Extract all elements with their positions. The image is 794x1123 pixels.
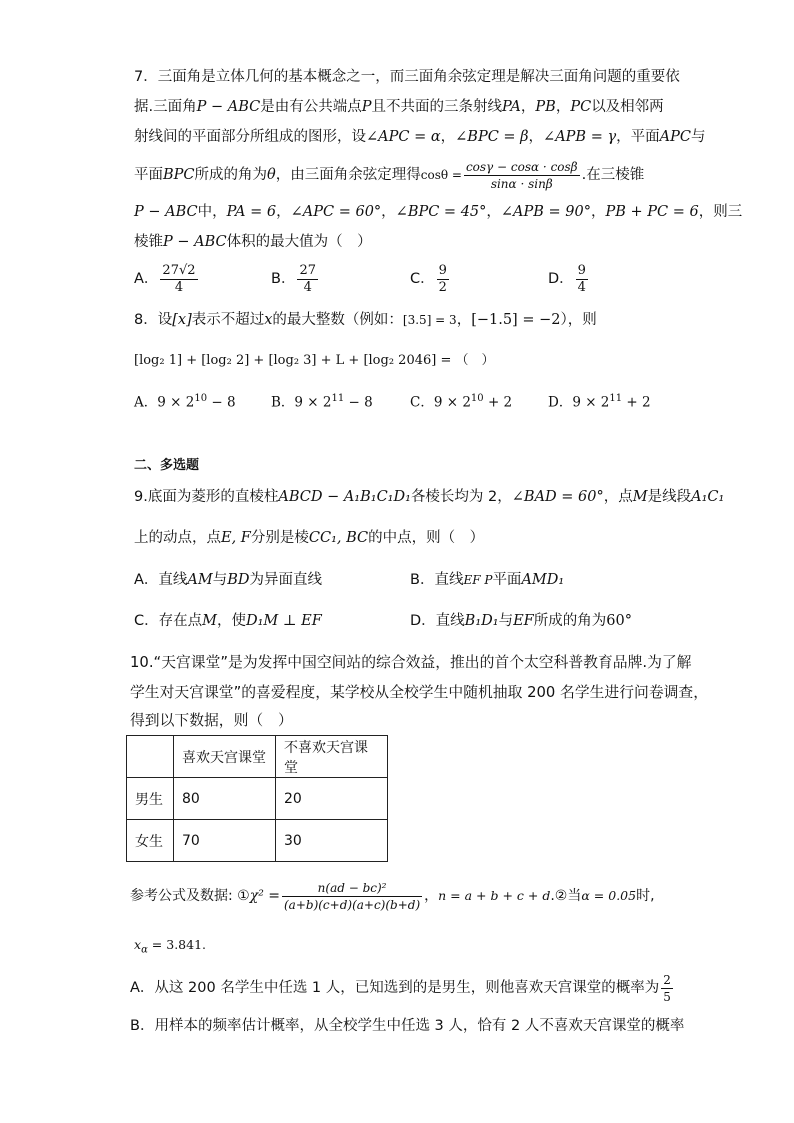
q7-math: PB + PC = 6 (605, 204, 699, 220)
option-text: 所成的角为 (533, 613, 607, 629)
fraction-denominator: 5 (663, 989, 671, 1004)
q9-math: E, F (221, 530, 251, 546)
reference-text: .②当 (550, 888, 582, 904)
q7-text: ， (440, 129, 456, 145)
fraction-numerator: 2 (663, 972, 671, 987)
q8-math: x (264, 312, 273, 328)
fraction-denominator: 4 (174, 279, 184, 295)
q10-text: 学生对天宫课堂”的喜爱程度，某学校从全校学生中随机抽取 200 名学生进行问卷调查， (130, 684, 709, 701)
option-label: C． (410, 271, 435, 287)
table-row (127, 778, 388, 820)
table-cell: 20 (276, 778, 388, 820)
q8-math: [x] (172, 312, 192, 328)
q9-option-d (410, 611, 632, 631)
q8-option-b (271, 389, 373, 413)
fraction-numerator: 27√2 (162, 262, 196, 278)
option-math: B₁D₁ (464, 613, 499, 629)
q9-line2 (134, 528, 484, 548)
option-label: A． (134, 394, 158, 411)
q7-text: ， (555, 99, 571, 115)
q9-text: 9.底面为菱形的直棱柱 (134, 489, 279, 505)
q7-line1 (134, 67, 680, 87)
q7-math: PA = 6 (226, 204, 277, 220)
q7-math: P − ABC (196, 99, 261, 115)
option-label: C． (410, 394, 434, 411)
table-header-cell: 不喜欢天宫课堂 (276, 736, 388, 778)
option-text: 为异面直线 (249, 572, 323, 588)
q7-text: ，由三面角余弦定理得 (275, 167, 421, 183)
reference-math: α = 0.05 (581, 888, 637, 903)
q10-line3 (130, 711, 293, 731)
q8-math: [−1.5] = −2 (471, 312, 561, 328)
table-header-cell (127, 736, 174, 778)
option-label: D． (548, 271, 574, 287)
option-label: D． (548, 394, 573, 411)
q8-text: 的最大整数（例如： (272, 312, 403, 328)
q7-text: 棱锥 (134, 234, 163, 250)
q7-math: ∠APC = α (366, 129, 441, 145)
fraction-denominator: 4 (577, 279, 586, 295)
q8-option-a (134, 389, 236, 413)
q7-line4 (134, 158, 644, 192)
reference-math: n = a + b + c + d (438, 888, 551, 903)
option-text: 与 (498, 613, 514, 629)
q7-text: ， (381, 204, 396, 220)
table-header-row (127, 736, 388, 778)
option-value: 9 × 2 (572, 394, 610, 411)
q8-line1 (134, 310, 597, 330)
q9-math: A₁C₁ (691, 489, 725, 505)
option-value: 9 × 2 (294, 394, 332, 411)
q7-text: ， (486, 204, 501, 220)
q7-option-c (410, 262, 451, 296)
option-math: D₁M ⊥ EF (245, 613, 322, 629)
q7-math: BPC (163, 167, 195, 183)
chi-square-symbol: χ² = (249, 888, 280, 904)
option-exponent: 10 (470, 393, 484, 404)
reference-text: . (202, 937, 207, 952)
q9-math: ABCD − A₁B₁C₁D₁ (278, 489, 411, 505)
option-value: − 8 (344, 394, 373, 411)
q9-text: ，点 (603, 489, 633, 505)
option-exponent: 11 (331, 393, 345, 404)
q8-text: 表示不超过 (191, 312, 265, 328)
q7-option-d (548, 262, 590, 296)
q9-option-a (134, 570, 322, 590)
table-header-cell: 喜欢天宫课堂 (174, 736, 276, 778)
q7-math: P (361, 99, 372, 115)
fraction-denominator: 4 (303, 279, 312, 295)
option-text: 平面 (492, 572, 522, 588)
option-fraction (437, 263, 449, 296)
q7-text: ， (528, 129, 544, 145)
q10-text: 10.“天宫课堂”是为发挥中国空间站的综合效益，推出的首个太空科普教育品牌.为了解 (130, 654, 692, 671)
q8-math: [3.5] = 3 (402, 313, 457, 327)
q9-math: CC₁, BC (308, 530, 369, 546)
table-cell: 男生 (127, 778, 174, 820)
q10-option-a (130, 970, 675, 1006)
q7-math: ∠APC = 60° (290, 204, 382, 220)
reference-text: ， (424, 888, 439, 904)
q7-math: P − ABC (163, 234, 227, 250)
q8-text: 8．设 (134, 312, 173, 328)
option-exponent: 11 (609, 393, 623, 404)
q7-math: ∠BPC = β (455, 129, 529, 145)
q9-line1 (134, 487, 724, 507)
section-heading (134, 456, 199, 476)
option-math: AM (187, 572, 213, 588)
q10-option-b (130, 1016, 684, 1036)
fraction-denominator: 2 (438, 279, 447, 295)
table-cell: 女生 (127, 820, 174, 862)
option-text: B．直线 (410, 572, 464, 588)
option-text: D．直线 (410, 613, 465, 629)
option-math: 60° (606, 613, 632, 629)
q7-text: 平面 (134, 167, 163, 183)
q10-reference-formula (130, 876, 655, 916)
q7-text: 以及相邻两 (591, 99, 664, 115)
option-value: + 2 (483, 394, 513, 411)
option-math: EF (513, 613, 534, 629)
option-label: B． (271, 271, 296, 287)
option-math: M (202, 613, 217, 629)
q7-text: ， (520, 99, 536, 115)
q7-math: ∠BPC = 45° (395, 204, 487, 220)
reference-math: = 3.841 (147, 937, 203, 952)
reference-text: 参考公式及数据: ① (130, 888, 250, 904)
q7-text: ， (276, 204, 291, 220)
q7-text: ，平面 (616, 129, 660, 145)
option-math: EF P (463, 573, 493, 587)
fraction-numerator: 9 (577, 262, 586, 278)
option-fraction (661, 972, 673, 1005)
q7-math: P − ABC (134, 204, 198, 220)
chi-square-fraction (282, 880, 422, 913)
q9-text: 的中点，则（ ） (368, 530, 485, 546)
q9-option-b (410, 570, 564, 590)
q9-text: 各棱长均为 2， (410, 489, 512, 505)
q7-text: 体积的最大值为（ ） (226, 234, 372, 250)
q7-text: 射线间的平面部分所组成的图形，设 (134, 129, 366, 145)
option-text: C．存在点 (134, 613, 203, 629)
option-fraction (576, 263, 588, 296)
table-row (127, 820, 388, 862)
q7-math: PA (502, 99, 521, 115)
section-title: 二、多选题 (134, 458, 200, 473)
q8-option-d (548, 389, 651, 413)
q8-text: ），则 (560, 312, 597, 328)
q10-line1 (130, 653, 691, 673)
reference-text: 时, (636, 888, 655, 904)
survey-table (126, 735, 388, 862)
option-text: 与 (212, 572, 228, 588)
q8-option-c (410, 389, 512, 413)
q7-option-b (271, 262, 320, 296)
option-text: ，使 (216, 613, 246, 629)
option-exponent: 10 (194, 393, 208, 404)
reference-math: x (134, 937, 142, 952)
q7-text: 与 (690, 129, 706, 145)
q7-line6 (134, 232, 372, 252)
q7-text: ，则三 (698, 204, 743, 220)
q7-math: PB (535, 99, 556, 115)
q7-text: ， (591, 204, 606, 220)
q9-math: ∠BAD = 60° (511, 489, 604, 505)
table-cell: 70 (174, 820, 276, 862)
q8-text: ， (456, 312, 472, 328)
cosine-formula-fraction (464, 159, 580, 192)
formula-numerator: cosγ − cosα · cosβ (465, 159, 578, 174)
q9-text: 分别是棱 (250, 530, 309, 546)
formula-numerator: n(ad − bc)² (282, 880, 422, 897)
q10-line2 (130, 683, 708, 703)
q8-sum-expression: [log₂ 1] + [log₂ 2] + [log₂ 3] + L + [log₂ 2046] = （ ） (134, 353, 495, 368)
q7-math: cosθ = (420, 168, 462, 182)
q10-critical-value (134, 935, 206, 961)
table-cell: 80 (174, 778, 276, 820)
q7-line3 (134, 127, 705, 147)
option-value: 9 × 2 (157, 394, 195, 411)
option-label: B． (271, 394, 295, 411)
q7-text: 且不共面的三条射线 (371, 99, 502, 115)
q8-line2 (134, 351, 495, 371)
option-fraction (297, 263, 318, 296)
option-value: 9 × 2 (433, 394, 471, 411)
option-fraction (160, 263, 197, 296)
option-math: AMD₁ (521, 572, 565, 588)
table-cell: 30 (276, 820, 388, 862)
option-text: B．用样本的频率估计概率，从全校学生中任选 3 人，恰有 2 人不喜欢天宫课堂的概率 (130, 1018, 685, 1034)
q7-line2 (134, 97, 664, 117)
q9-math: M (632, 489, 648, 505)
reference-subscript: α (141, 944, 148, 956)
fraction-numerator: 9 (438, 262, 447, 278)
q7-math: PC (570, 99, 592, 115)
q7-text: 是由有公共端点 (260, 99, 362, 115)
q7-math: ∠APB = γ (543, 129, 617, 145)
q7-math: θ (267, 167, 276, 183)
q7-text: 7．三面角是立体几何的基本概念之一，而三面角余弦定理是解决三面角问题的重要依 (134, 69, 680, 85)
q9-text: 是线段 (647, 489, 692, 505)
q7-text: 据.三面角 (134, 99, 197, 115)
q7-text: 所成的角为 (194, 167, 268, 183)
q9-option-c (134, 611, 322, 631)
fraction-numerator: 27 (299, 262, 316, 278)
option-text: A．从这 200 名学生中任选 1 人，已知选到的是男生，则他喜欢天宫课堂的概率为 (130, 980, 660, 996)
option-value: − 8 (207, 394, 236, 411)
q7-math: APC (659, 129, 691, 145)
option-label: A． (134, 271, 159, 287)
q7-line5 (134, 202, 742, 222)
q10-text: 得到以下数据，则（ ） (130, 712, 293, 729)
option-math: BD (227, 572, 250, 588)
q7-option-a (134, 262, 200, 296)
formula-denominator: (a+b)(c+d)(a+c)(b+d) (284, 897, 421, 912)
q7-text: .在三棱锥 (581, 167, 645, 183)
option-text: A．直线 (134, 572, 188, 588)
q9-text: 上的动点，点 (134, 530, 221, 546)
q7-math: ∠APB = 90° (500, 204, 592, 220)
option-value: + 2 (622, 394, 651, 411)
formula-denominator: sinα · sinβ (490, 176, 553, 191)
q7-text: 中， (197, 204, 227, 220)
